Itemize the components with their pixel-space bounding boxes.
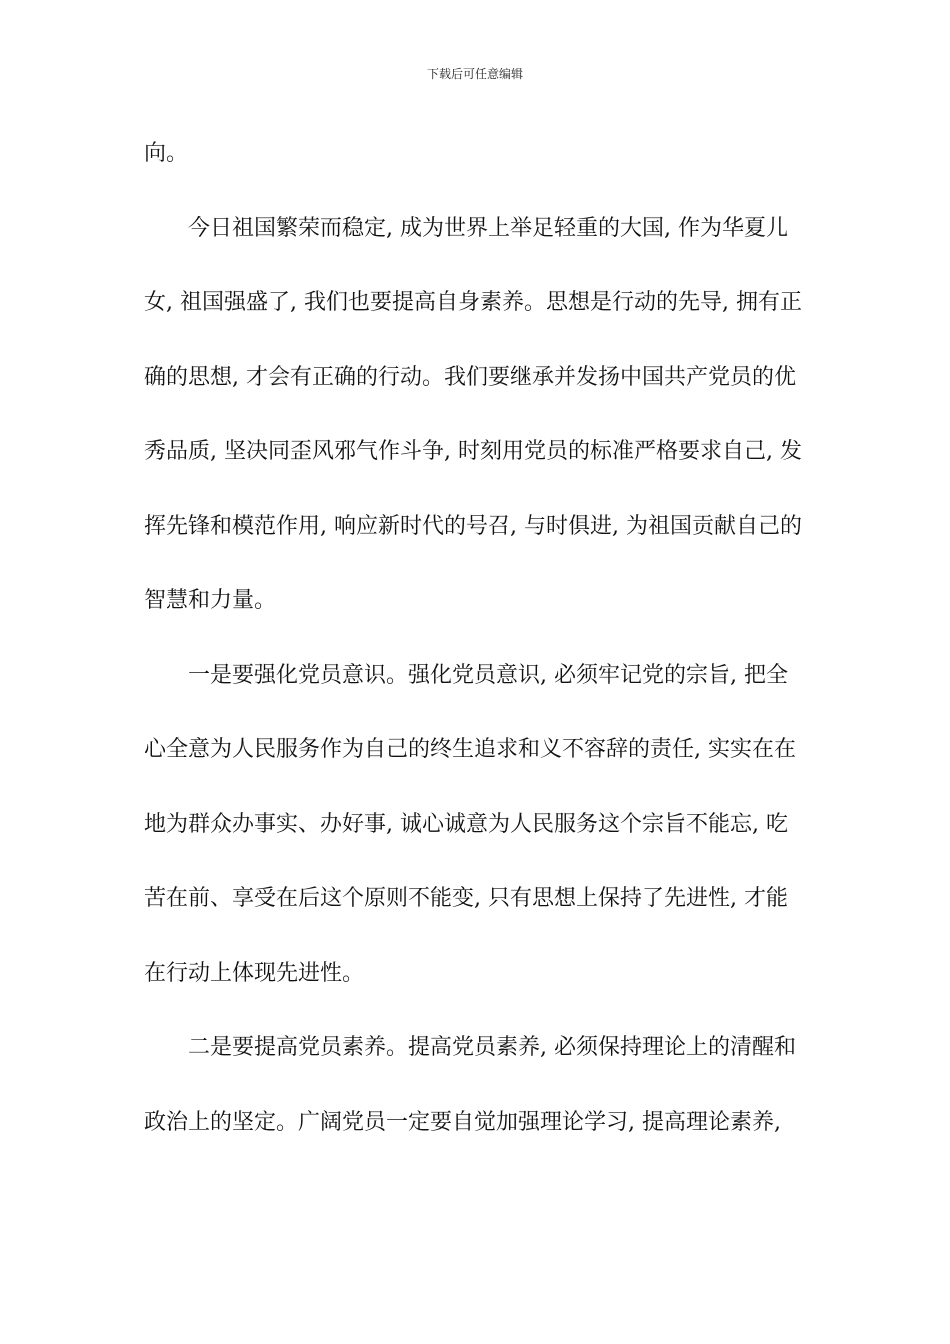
text-line: 地为群众办事实、办好事, 诚心诚意为人民服务这个宗旨不能忘, 吃 — [144, 811, 788, 837]
page-header: 下载后可任意编辑 — [426, 67, 523, 81]
text-line: 二是要提高党员素养。提高党员素养, 必须保持理论上的清醒和 — [188, 1035, 796, 1060]
text-line: 挥先锋和模范作用, 响应新时代的号召, 与时俱进, 为祖国贡献自己的 — [144, 513, 802, 539]
text-line: 确的思想, 才会有正确的行动。我们要继承并发扬中国共产党员的优 — [144, 364, 796, 390]
text-line: 秀品质, 坚决同歪风邪气作斗争, 时刻用党员的标准严格要求自己, 发 — [144, 439, 802, 464]
document-body — [144, 134, 806, 1177]
text-line: 心全意为人民服务作为自己的终生追求和义不容辞的责任, 实实在在 — [144, 737, 796, 762]
text-line: 向。 — [144, 141, 189, 166]
text-line: 一是要强化党员意识。强化党员意识, 必须牢记党的宗旨, 把全 — [188, 662, 788, 688]
text-line: 女, 祖国强盛了, 我们也要提高自身素养。思想是行动的先导, 拥有正 — [144, 290, 802, 315]
text-line: 政治上的坚定。广阔党员一定要自觉加强理论学习, 提高理论素养, — [144, 1109, 781, 1135]
text-line: 今日祖国繁荣而稳定, 成为世界上举足轻重的大国, 作为华夏儿 — [188, 215, 788, 241]
text-line: 在行动上体现先进性。 — [144, 960, 365, 986]
text-line: 智慧和力量。 — [144, 588, 277, 613]
text-line: 苦在前、享受在后这个原则不能变, 只有思想上保持了先进性, 才能 — [144, 886, 788, 911]
